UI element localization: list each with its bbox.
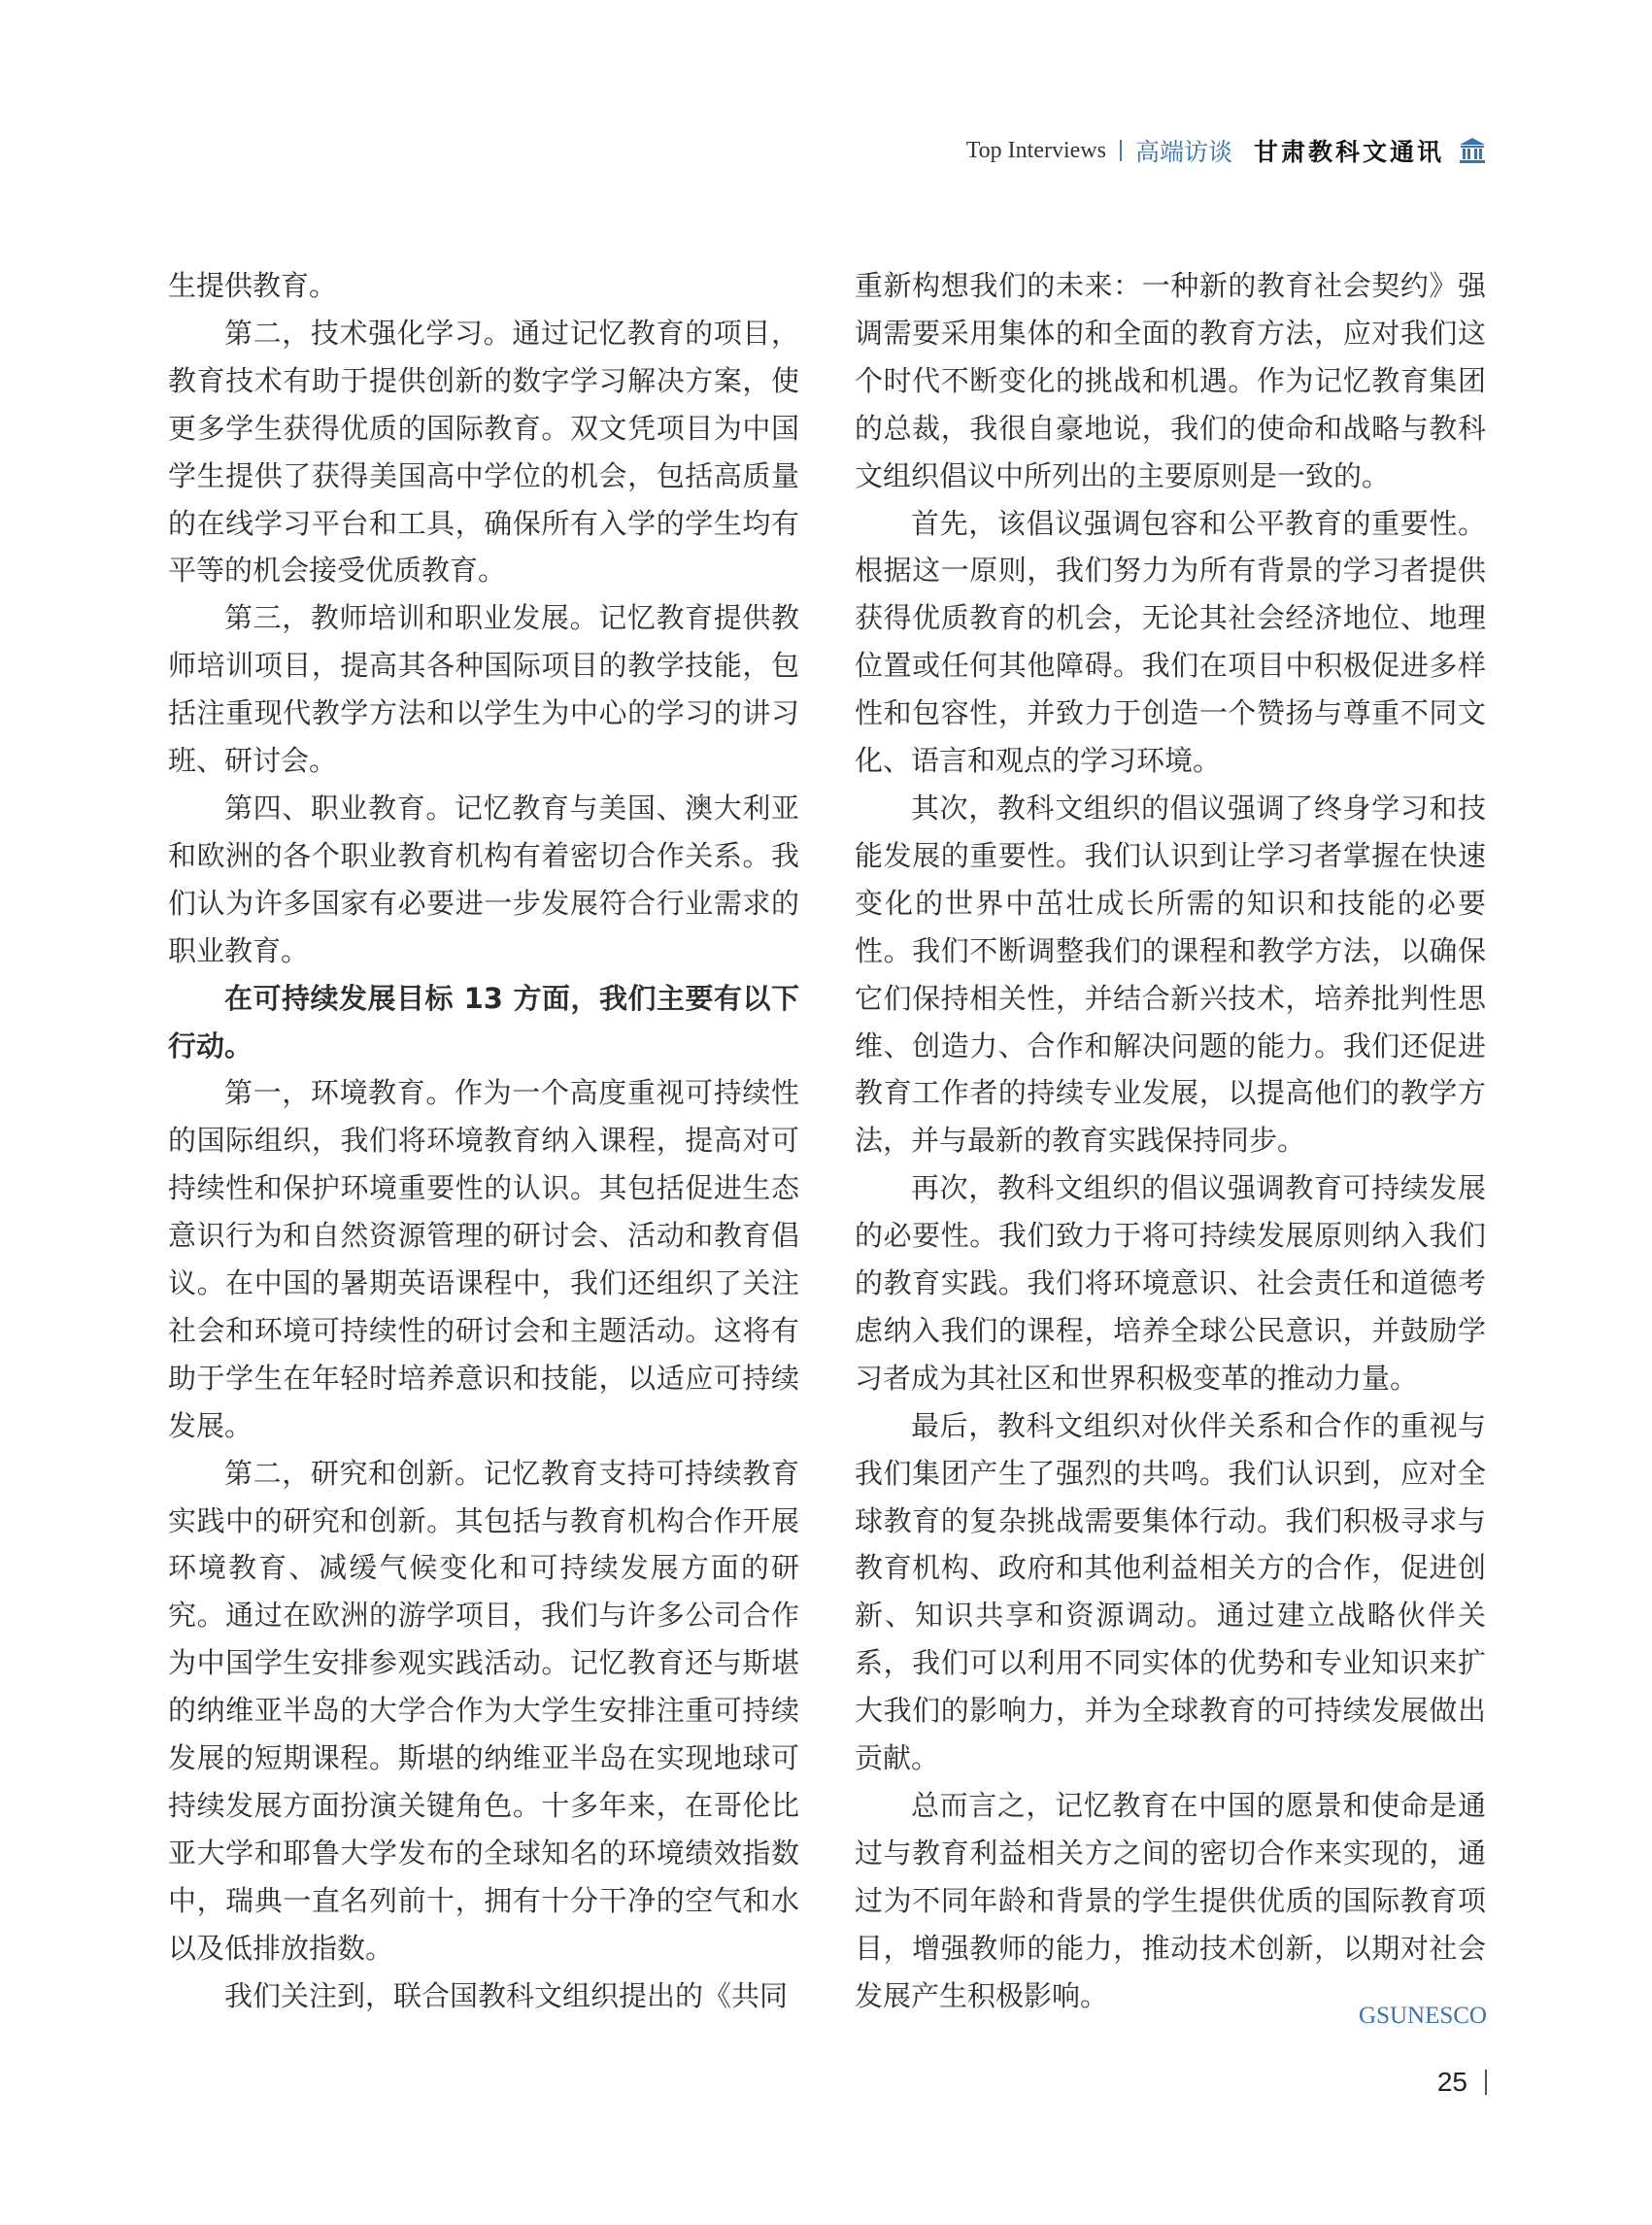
section-title-en: Top Interviews [965,137,1106,163]
paragraph: 我们关注到，联合国教科文组织提出的《共同 [224,1978,789,2012]
paragraph: 重新构想我们的未来：一种新的教育社会契约》强调需要采用集体的和全面的教育方法，应对我们这个时代不断变化的挑战和机遇。作为记忆教育集团的总裁，我很自豪地说，我们的使命和战略与教科文组织倡议中所列出的主要原则是一致的。 [855,269,1486,492]
unesco-temple-icon [1458,136,1487,165]
page-header [966,128,1487,173]
paragraph: 最后，教科文组织对伙伴关系和合作的重视与我们集团产生了强烈的共鸣。我们认识到，应对全球教育的复杂挑战需要集体行动。我们积极寻求与教育机构、政府和其他利益相关方的合作，促进创新、知识共享和资源调动。通过建立战略伙伴关系，我们可以利用不同实体的优势和专业知识来扩大我们的影响力，并为全球教育的可持续发展做出贡献。 [855,1408,1486,1775]
signature: GSUNESCO [1359,2003,1487,2029]
paragraph: 在可持续发展目标 13 方面，我们主要有以下行动。 [168,981,799,1062]
paragraph: 其次，教科文组织的倡议强调了终身学习和技能发展的重要性。我们认识到让学习者掌握在快速变化的世界中茁壮成长所需的知识和技能的必要性。我们不断调整我们的课程和教学方法，以确保它们保持相关性，并结合新兴技术，培养批判性思维、创造力、合作和解决问题的能力。我们还促进教育工作者的持续专业发展，以提高他们的教学方法，并与最新的教育实践保持同步。 [855,791,1486,1158]
page-number-divider [1485,2070,1487,2095]
paragraph: 生提供教育。 [168,269,338,302]
paragraph: 首先，该倡议强调包容和公平教育的重要性。根据这一原则，我们努力为所有背景的学习者提供获得优质教育的机会，无论其社会经济地位、地理位置或任何其他障碍。我们在项目中积极促进多样性和包容性，并致力于创造一个赞扬与尊重不同文化、语言和观点的学习环境。 [855,506,1486,778]
magazine-name: 甘肃教科文通讯 [1253,138,1444,166]
page-number-block [1437,2067,1487,2098]
left-column [168,262,799,2020]
paragraph: 再次，教科文组织的倡议强调教育可持续发展的必要性。我们致力于将可持续发展原则纳入我们的教育实践。我们将环境意识、社会责任和道德考虑纳入我们的课程，培养全球公民意识，并鼓励学习者成为其社区和世界积极变革的推动力量。 [855,1171,1486,1395]
paragraph: 第一，环境教育。作为一个高度重视可持续性的国际组织，我们将环境教育纳入课程，提高对可持续性和保护环境重要性的认识。其包括促进生态意识行为和自然资源管理的研讨会、活动和教育倡议。在中国的暑期英语课程中，我们还组织了关注社会和环境可持续性的研讨会和主题活动。这将有助于学生在年轻时培养意识和技能，以适应可持续发展。 [168,1076,799,1442]
page-number: 25 [1436,2067,1467,2097]
paragraph: 第三，教师培训和职业发展。记忆教育提供教师培训项目，提高其各种国际项目的教学技能，包括注重现代教学方法和以学生为中心的学习的讲习班、研讨会。 [168,601,799,778]
paragraph: 总而言之，记忆教育在中国的愿景和使命是通过与教育利益相关方之间的密切合作来实现的，通过为不同年龄和背景的学生提供优质的国际教育项目，增强教师的能力，推动技术创新，以期对社会发展产生积极影响。 [855,1789,1486,2012]
header-divider [1120,140,1122,161]
paragraph: 第二，研究和创新。记忆教育支持可持续教育实践中的研究和创新。其包括与教育机构合作开展环境教育、减缓气候变化和可持续发展方面的研究。通过在欧洲的游学项目，我们与许多公司合作为中国学生安排参观实践活动。记忆教育还与斯堪的纳维亚半岛的大学合作为大学生安排注重可持续发展的短期课程。斯堪的纳维亚半岛在实现地球可持续发展方面扮演关键角色。十多年来，在哥伦比亚大学和耶鲁大学发布的全球知名的环境绩效指数中，瑞典一直名列前十，拥有十分干净的空气和水以及低排放指数。 [168,1456,799,1965]
section-title-cn: 高端访谈 [1134,138,1232,166]
right-column [855,262,1486,2020]
paragraph: 第二，技术强化学习。通过记忆教育的项目，教育技术有助于提供创新的数字学习解决方案，使更多学生获得优质的国际教育。双文凭项目为中国学生提供了获得美国高中学位的机会，包括高质量的在线学习平台和工具，确保所有入学的学生均有平等的机会接受优质教育。 [168,316,799,588]
paragraph: 第四、职业教育。记忆教育与美国、澳大利亚和欧洲的各个职业教育机构有着密切合作关系。我们认为许多国家有必要进一步发展符合行业需求的职业教育。 [168,791,799,967]
